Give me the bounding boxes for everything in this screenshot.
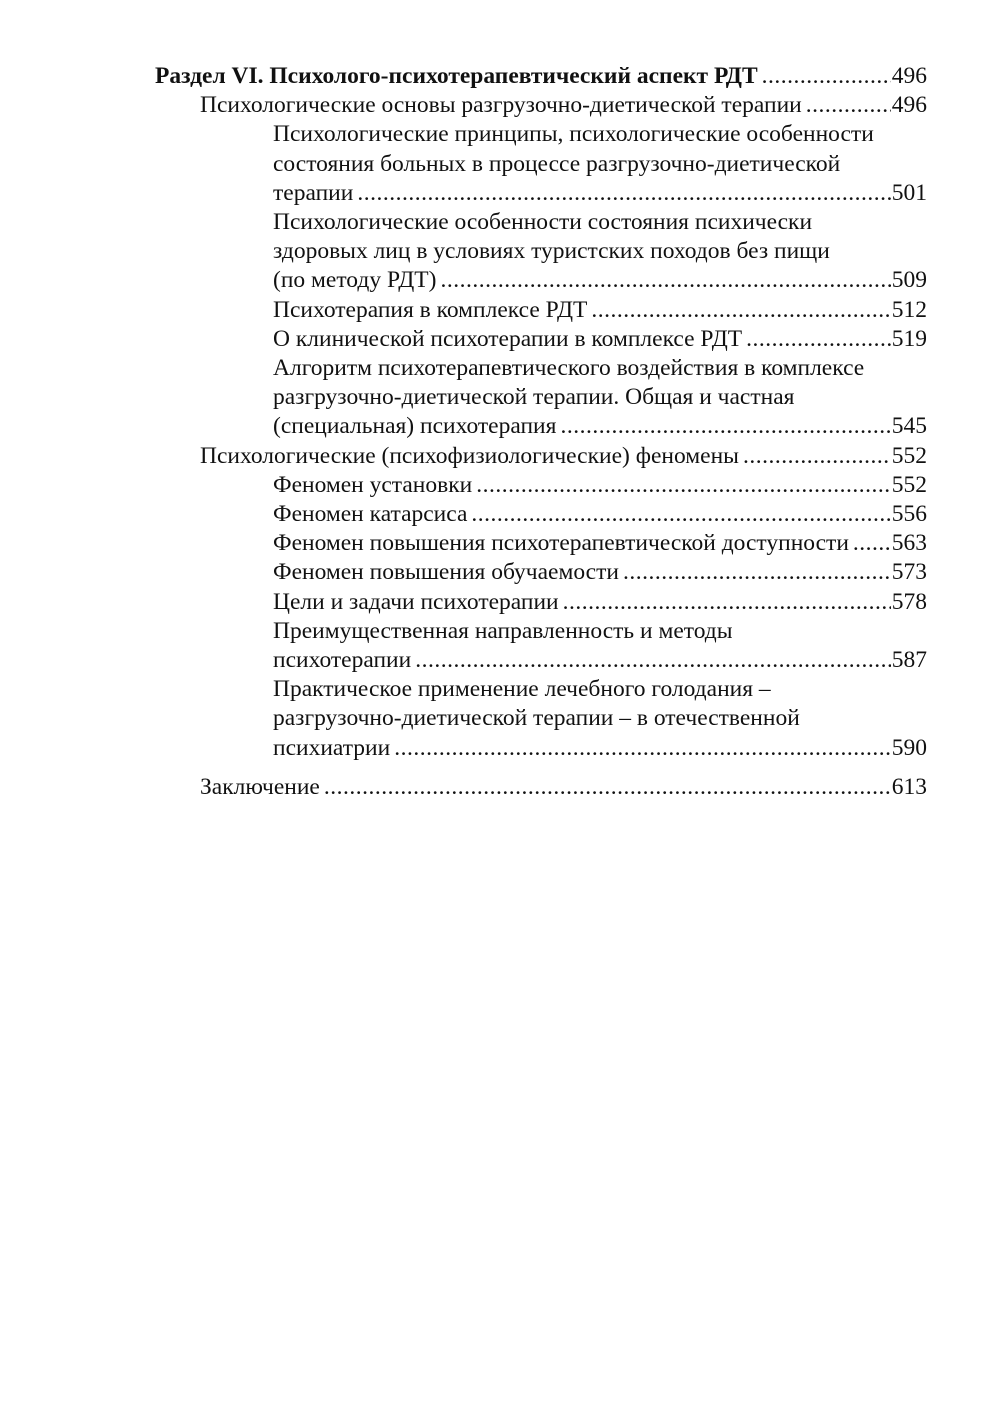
toc-entry-page: 556 [891,501,927,528]
toc-entry-page: 496 [891,63,927,89]
toc-entry-page: 545 [891,413,927,440]
toc-entry-title: Психологические (психофизиологические) феномены [200,442,739,469]
toc-entry-title: Феномен повышения обучаемости [273,559,619,586]
toc-entry-title: О клинической психотерапии в комплексе РДТ [273,325,743,352]
table-of-contents [0,62,1004,802]
toc-entry-title-line: (по методу РДТ) [273,267,437,294]
toc-entry-page: 587 [891,647,927,674]
toc-entry[interactable] [200,442,927,471]
toc-entry-title-line: Психологические особенности состояния психически [273,209,813,236]
toc-entry[interactable] [273,500,927,529]
dot-leader [591,296,890,325]
toc-entry-page: 563 [891,530,927,557]
toc-entry-title: Психотерапия в комплексе РДТ [273,296,588,323]
dot-leader [563,588,891,617]
toc-entry-page: 501 [891,179,927,206]
toc-entry-title-line: Психологические принципы, психологические особенности [273,121,874,148]
dot-leader [415,646,891,675]
toc-entry-title-line: терапии [273,179,354,206]
dot-leader [806,91,891,120]
toc-entry[interactable] [273,120,927,208]
toc-entry[interactable] [273,675,927,763]
toc-entry-title-line: состояния больных в процессе разгрузочно-диетической [273,150,841,177]
toc-entry[interactable] [273,354,927,442]
toc-entry-title: Феномен катарсиса [273,501,468,528]
toc-entry-page: 578 [891,588,927,615]
toc-entry-page: 590 [891,734,927,761]
toc-entry[interactable] [273,558,927,587]
toc-entry[interactable] [273,471,927,500]
toc-entry-page: 573 [891,559,927,586]
dot-leader [743,442,891,471]
toc-entry-title-line: (специальная) психотерапия [273,413,557,440]
dot-leader [746,325,891,354]
toc-entry-page: 552 [891,471,927,498]
toc-entry[interactable] [273,325,927,354]
toc-entry-page: 512 [891,296,927,323]
dot-leader [853,529,891,558]
toc-entry[interactable] [273,529,927,558]
toc-entry[interactable] [273,588,927,617]
toc-entry-page: 552 [891,442,927,469]
toc-entry-title: Феномен установки [273,471,473,498]
dot-leader [394,734,891,763]
toc-entry-conclusion[interactable] [200,773,927,802]
toc-entry-title: Психологические основы разгрузочно-диетической терапии [200,92,802,119]
dot-leader [623,558,891,587]
toc-entry-title-line: психиатрии [273,734,391,761]
dot-leader [324,773,891,802]
dot-leader [440,266,890,295]
toc-entry-page: 519 [891,325,927,352]
toc-entry-page: 496 [891,92,927,119]
toc-entry[interactable] [273,208,927,296]
toc-entry-title-line: Преимущественная направленность и методы [273,617,733,644]
toc-entry-title: Феномен повышения психотерапевтической доступности [273,530,849,557]
dot-leader [560,412,890,441]
dot-leader [471,500,890,529]
dot-leader [762,62,891,91]
toc-entry[interactable] [273,296,927,325]
toc-entry-title-line: Алгоритм психотерапевтического воздействия в комплексе [273,355,865,382]
toc-entry[interactable] [273,617,927,675]
toc-entry-title-line: психотерапии [273,647,412,674]
toc-entry-title-line: разгрузочно-диетической терапии. Общая и частная [273,384,795,411]
toc-entry-section-vi[interactable] [155,62,927,91]
toc-entry-title: Цели и задачи психотерапии [273,588,559,615]
toc-entry-title: Раздел VI. Психолого-психотерапевтический аспект РДТ [155,63,758,89]
dot-leader [357,179,890,208]
dot-leader [476,471,891,500]
toc-entry-title-line: разгрузочно-диетической терапии – в отечественной [273,705,800,732]
toc-entry[interactable] [200,91,927,120]
toc-entry-title: Заключение [200,773,320,800]
toc-entry-title-line: здоровых лиц в условиях туристских походов без пищи [273,238,830,265]
toc-entry-title-line: Практическое применение лечебного голодания – [273,676,771,703]
toc-entry-page: 509 [891,267,927,294]
toc-entry-page: 613 [891,773,927,800]
